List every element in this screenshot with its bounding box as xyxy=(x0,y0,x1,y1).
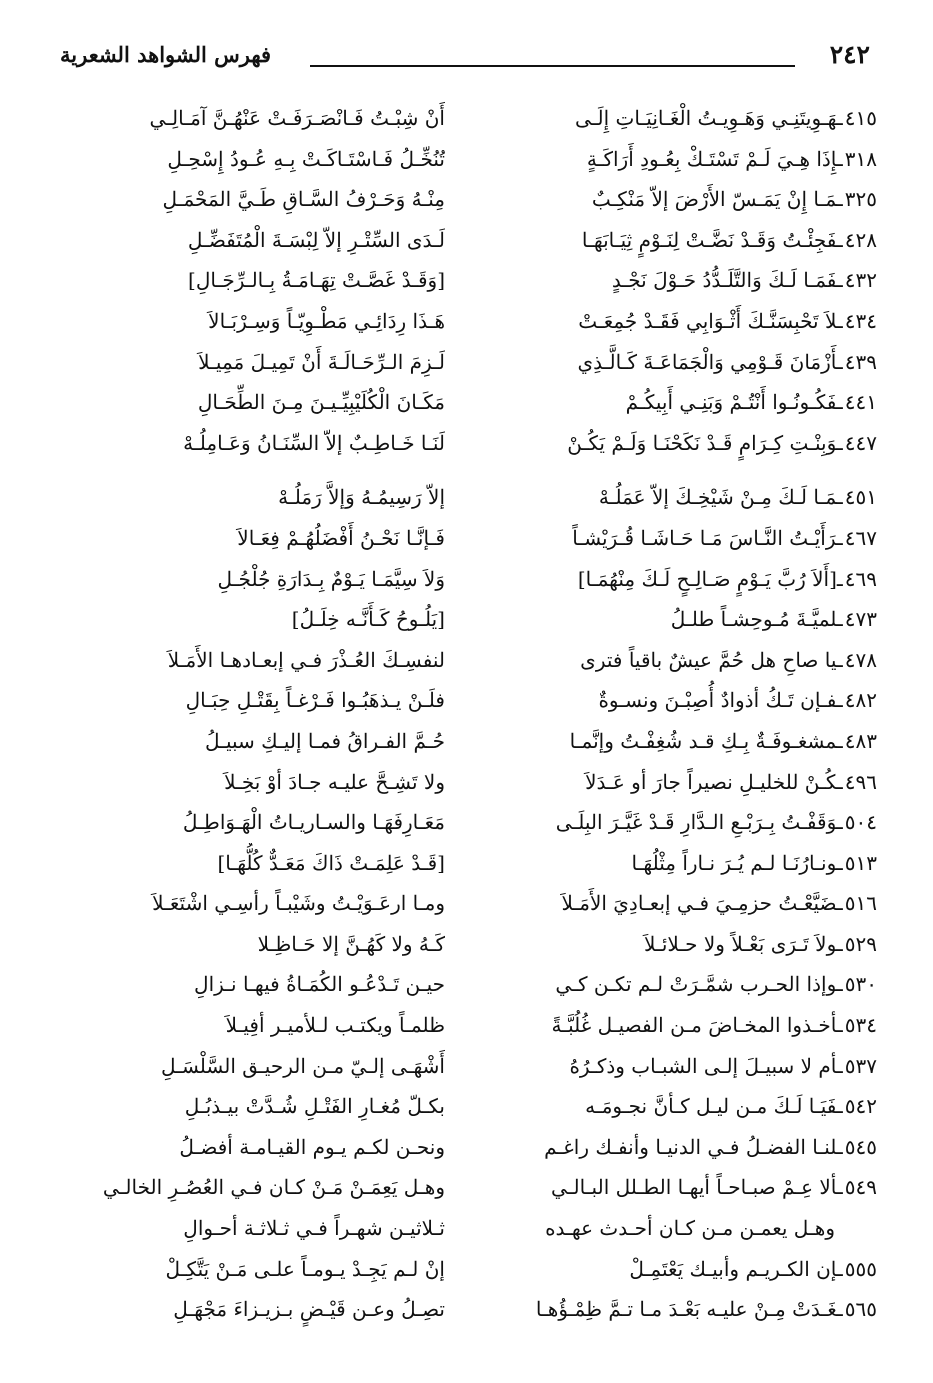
block-gap xyxy=(75,463,445,477)
verse-text: ـهَـوِيتَنِـي وَهَـوِيـتُ الْغَـانِيَـاتِ إِلَـى xyxy=(574,106,843,130)
verse-page-number: ٤٤٧ xyxy=(844,430,877,455)
verse-second-hemistich: لَـزِمَ الـرِّحَـالَـةَ أَنْ تَمِيـلَ مَمِيـلاَ xyxy=(198,349,445,374)
verse-second-hemistich: لَنَـا خَـاطِـبٌ إلاّ السِّنَـانُ وَعَـامِلُـهْ xyxy=(183,430,445,455)
verse-second-hemistich: وهـل يَعِمَـنْ مَـنْ كـان فـي العُصُـرِ الخالـي xyxy=(102,1175,445,1200)
verse-second-hemistich: كَـهُ ولا كَهُـنَّ إلا حَـاظِـلا xyxy=(257,931,445,956)
verse-second-hemistich: ولا تَشِـحَّ عليـه جـادَ أوْ بَخِـلاَ xyxy=(224,769,445,794)
verse-first-hemistich xyxy=(482,260,877,301)
running-title: فهرس الشواهد الشعرية xyxy=(60,42,272,67)
verse-text: ـ[أَلاَ رُبَّ يَـوْمٍ صَـالِـحٍ لَـكَ مِنْهُمَـا] xyxy=(577,566,843,591)
verse-page-number: ٥٤٥ xyxy=(844,1134,877,1159)
verse-first-hemistich xyxy=(482,721,877,762)
verse-page-number: ٥٣٧ xyxy=(844,1053,877,1078)
verse-text: ـضَيَّعْـتُ حزمِـيَ فـي إبعـادِيَ الأَمَـلاَ xyxy=(561,891,843,916)
verse-second-hemistich: إلاّ رَسِيمُـهُ وَإلاَّ رَمَلُـهْ xyxy=(278,485,445,510)
verse-page-number: ٤٧٣ xyxy=(844,607,877,632)
verse-second-hemistich: أَشْهَـى إلـيّ مـن الرحيـق السَّلْسَـلِ xyxy=(160,1053,445,1078)
verse-text: ـأخـذوا المخـاضَ مـن الفصيـل غُلُبَّـةً xyxy=(551,1013,843,1038)
verse-first-hemistich xyxy=(482,883,877,924)
verse-second-hemistich: فلَـنْ يـذهَبُـوا فَـرْغـاً بِقَتْـلِ حِبَـالِ xyxy=(185,688,445,713)
verse-first-hemistich xyxy=(482,139,877,180)
verse-first-hemistich xyxy=(482,179,877,220)
verse-first-hemistich xyxy=(482,1127,877,1168)
verse-page-number: ٤٢٨ xyxy=(844,227,877,252)
verse-text: ـأم لا سبيـلَ إلـى الشبـاب وذكـرُهُ xyxy=(569,1053,843,1078)
verse-text: ـلميَّـةَ مُـوحِشـاً طلـلُ xyxy=(670,607,843,632)
verse-page-number: ٣٢٥ xyxy=(844,187,877,212)
verse-first-hemistich xyxy=(482,559,877,600)
verse-text: ـألا عِـمْ صبـاحـاً أيهـا الطـلل البـالـي xyxy=(550,1175,843,1200)
verse-second-hemistich: ظلمـاً ويكتـب لـلأميـر أفِيـلاَ xyxy=(225,1013,445,1038)
verse-second-hemistich: [يَلُـوحُ كَـأَنَّـه خِلَـلُ] xyxy=(291,607,445,632)
verse-text: ـكُـنْ للخليـلِ نصيراً جارَ أو عَـدَلاَ xyxy=(585,769,843,794)
verse-text: ـفَجِئْـتُ وَقَـدْ نَضَّـتْ لِنَـوْمٍ ثِيَـابَهَـا xyxy=(581,227,843,252)
verse-first-hemistich xyxy=(482,802,877,843)
verse-first-hemistich xyxy=(482,382,877,423)
verse-page-number: ٤٩٦ xyxy=(844,769,877,794)
verse-text: ـمَـا لَـكَ مِـنْ شَيْخِـكَ إلاّ عَمَلُـهْ xyxy=(598,485,843,510)
verse-first-hemistich xyxy=(482,220,877,261)
verse-first-hemistich xyxy=(482,964,877,1005)
verse-second-hemistich: بكـلّ مُغـارِ الفَتْـلِ شُـدَّتْ بيـذبُـلِ xyxy=(184,1094,445,1119)
verse-text: ـونـارُنَـا لـم يُـرَ نـاراً مِثْلُهَـا xyxy=(631,850,843,875)
verse-first-hemistich xyxy=(482,762,877,803)
verse-first-hemistich xyxy=(482,1208,877,1249)
verse-text: ـمشغـوفَـةٌ بِـكِ قـد شُغِفْـتُ وإنَّمـا xyxy=(569,728,843,753)
verse-second-hemistich: مَعَـارِفَهَـا والسـاريـاتُ الْهَـوَاطِـلُ xyxy=(182,810,445,835)
verse-second-hemistich: فَـإنَّـا نَحْـنُ أَفْضَلُهُـمْ فِعَـالاَ xyxy=(237,525,445,550)
verse-text: وهـل يعمـن مـن كـان أحـدث عهـده xyxy=(545,1216,835,1241)
verse-first-hemistich xyxy=(482,1289,877,1330)
verse-text: ـفَمَـا لَـكَ وَالتَّلَـدُّدُ حَـوْلَ نَجْـدٍ xyxy=(611,268,843,293)
verse-second-hemistich: تصِـلُ وعـن قَيْـضٍ بـزيـزاءَ مَجْهَـلِ xyxy=(173,1297,445,1322)
verse-text: ـوَقَفْـتُ بِـرَبْـعِ الـدَّارِ قَـدْ غَيَّـرَ البِلَـى xyxy=(555,810,843,835)
verse-first-hemistich xyxy=(482,1005,877,1046)
verse-second-hemistich: إنْ لـم يَجِـدْ يـومـاً علـى مَـنْ يَتَّكِـلْ xyxy=(165,1256,445,1281)
verse-page-number: ٤٣٩ xyxy=(844,349,877,374)
verse-second-hemistich: وَلاَ سِيَّمَـا يَـوْمٌ بِـدَارَةِ جُلْجُـلِ xyxy=(217,566,445,591)
verse-page-number: ٥٤٢ xyxy=(844,1094,877,1119)
verse-second-hemistich: ونحـن لكـم يـوم القيـامـة أفضـلُ xyxy=(179,1134,445,1159)
verse-page-number: ٥٠٤ xyxy=(844,810,877,835)
verse-second-hemistich: هَـذَا رِدَائِـي مَطْـوِيّـاً وَسِـرْبَـالاَ xyxy=(208,308,445,333)
verse-second-hemistich: ثـلاثيـن شهـراً فـي ثـلاثـة أحـوالِ xyxy=(183,1216,445,1241)
verse-text: ـأَزْمَانَ قَـوْمِي وَالْجَمَاعَـةَ كَـالَّـذِي xyxy=(577,349,843,374)
verse-page-number: ٣١٨ xyxy=(844,146,877,171)
verse-first-hemistich xyxy=(482,423,877,464)
verse-first-hemistich xyxy=(482,843,877,884)
verse-first-hemistich xyxy=(482,342,877,383)
verse-second-hemistich: [وَقَـدْ غَصَّـتْ تِهَـامَـةُ بِـالـرِّجَـالِ] xyxy=(188,268,445,293)
verse-second-hemistich: ومـا ارعَـوَيْـتُ وشَيْبـاً رأسِـي اشْتَعَـلاَ xyxy=(152,891,445,916)
verse-page-number: ٤٨٢ xyxy=(844,688,877,713)
verse-text: ـوَبِنْـتِ كِـرَامٍ قَـدْ نَكَحْنَـا وَلَـمْ يَكُـنْ xyxy=(567,430,843,455)
verse-first-hemistich xyxy=(482,924,877,965)
verse-text: ـولاَ تَـرَى بَعْـلاً ولا حـلائـلاَ xyxy=(644,931,843,956)
verse-text: ـفَكُـونُـوا أَنْتُـمْ وَبَنِـي أَبِيكُـمْ xyxy=(625,390,843,415)
verse-second-hemistich: لنفسِـكَ العُـذْرَ فـي إبعـادهـا الأَمَـلاَ xyxy=(167,647,445,672)
verse-text: ـفـإن تَـكُ أذوادٌ أُصِبْـنَ ونسـوةٌ xyxy=(598,688,843,713)
verse-text: ـمَـا إِنْ يَمَـسّ الأَرْضَ إلاّ مَنْكِـبٌ xyxy=(591,187,843,212)
verse-text: ـلنـا الفضـلُ فـي الدنيـا وأنفـك راغـم xyxy=(544,1134,843,1159)
verse-first-hemistich xyxy=(482,599,877,640)
verse-second-hemistich: [قَـدْ عَلِمَـتْ ذَاكَ مَعَـدٌّ كُلُّهَـا] xyxy=(217,850,445,875)
verse-first-hemistich xyxy=(482,1086,877,1127)
verse-text: ـيا صاحِ هل حُمَّ عيشٌ باقياً فترى xyxy=(580,647,843,672)
verse-page-number: ٤٣٤ xyxy=(844,308,877,333)
verse-first-hemistich xyxy=(482,1167,877,1208)
verse-text: ـفَيَـا لَـكَ مـن ليـل كـأنَّ نجـومَـه xyxy=(585,1094,843,1119)
verse-text: ـلاَ تَحْبِسَنَّـكَ أَثْـوَابِي فَقَـدْ جُمِعَـتْ xyxy=(578,308,843,333)
verse-page-number: ٥١٣ xyxy=(844,850,877,875)
verse-first-hemistich xyxy=(482,301,877,342)
verse-text: ـإِذَا هِـيَ لَـمْ تَسْتَـكْ بِعُـودِ أَرَاكَـةٍ xyxy=(586,146,843,171)
verse-first-hemistich xyxy=(482,518,877,559)
verse-second-hemistich: تُنُخِّـلُ فَـاسْتَـاكَـتْ بِـهِ عُـودُ إِسْحِـلِ xyxy=(167,146,445,171)
verse-page-number: ٥٣٠ xyxy=(844,972,877,997)
verse-page-number: ٥٢٩ xyxy=(844,931,877,956)
verse-page-number: ٥٣٤ xyxy=(844,1013,877,1038)
verse-text: ـوإذا الحـرب شمَّـرَتْ لـم تكـن كـي xyxy=(555,972,843,997)
verse-page-number: ٥٥٥ xyxy=(844,1256,877,1281)
verse-first-hemistich xyxy=(482,477,877,518)
verse-page-number: ٤٦٧ xyxy=(844,525,877,550)
right-column xyxy=(482,98,877,1330)
verse-page-number: ٤٦٩ xyxy=(844,566,877,591)
verse-page-number: ٤٥١ xyxy=(844,485,877,510)
verse-first-hemistich xyxy=(482,680,877,721)
verse-page-number: ٤٤١ xyxy=(844,390,877,415)
verse-second-hemistich: أَنْ شِبْـتُ فَـانْصَـرَفَـتْ عَنْهُـنَّ آمَـالِـي xyxy=(149,106,445,130)
verse-first-hemistich xyxy=(482,640,877,681)
header-rule xyxy=(310,65,795,67)
page-header xyxy=(60,40,870,76)
verse-first-hemistich xyxy=(482,1249,877,1290)
verse-text: ـإن الكـريـم وأبيـك يَعْتَمِـلْ xyxy=(629,1256,843,1281)
verse-first-hemistich xyxy=(482,98,877,139)
block-gap xyxy=(482,463,877,477)
verse-second-hemistich: حُـمَّ الفـراقُ فمـا إليـكِ سبيـلُ xyxy=(204,728,445,753)
verse-page-number: ٤٣٢ xyxy=(844,268,877,293)
verse-text: ـغَـدَتْ مِـنْ عليـه بَعْـدَ مـا تـمَّ ظِمْـؤُهـا xyxy=(535,1297,843,1322)
verse-page-number: ٤١٥ xyxy=(844,106,877,130)
verse-second-hemistich: لَـدَى السِّتْـرِ إلاّ لِبْسَـةَ الْمُتَفَضِّـلِ xyxy=(187,227,445,252)
verse-page-number: ٥١٦ xyxy=(844,891,877,916)
verse-second-hemistich: حيـن تَـدْعُـو الكُمَـاةُ فيهـا نـزالِ xyxy=(194,972,445,997)
page-number: ٢٤٢ xyxy=(829,40,870,69)
verse-first-hemistich xyxy=(482,1046,877,1087)
verse-second-hemistich: مِنْـهُ وَحَـرْفُ السَّـاقِ طَـيَّ المَحْمَـلِ xyxy=(162,187,445,212)
verse-page-number: ٤٧٨ xyxy=(844,647,877,672)
verse-second-hemistich: مَكَـانَ الْكُلَيْبِيِّـيـنَ مِـنَ الطِّحَـالِ xyxy=(197,390,445,415)
verse-page-number: ٥٦٥ xyxy=(844,1297,877,1322)
left-column xyxy=(75,98,445,1330)
verse-page-number: ٤٨٣ xyxy=(844,728,877,753)
verse-page-number: ٥٤٩ xyxy=(844,1175,877,1200)
verse-text: ـرَأَيْـتُ النَّـاسَ مَـا حَـاشَـا قُـرَيْشـاً xyxy=(572,525,843,550)
